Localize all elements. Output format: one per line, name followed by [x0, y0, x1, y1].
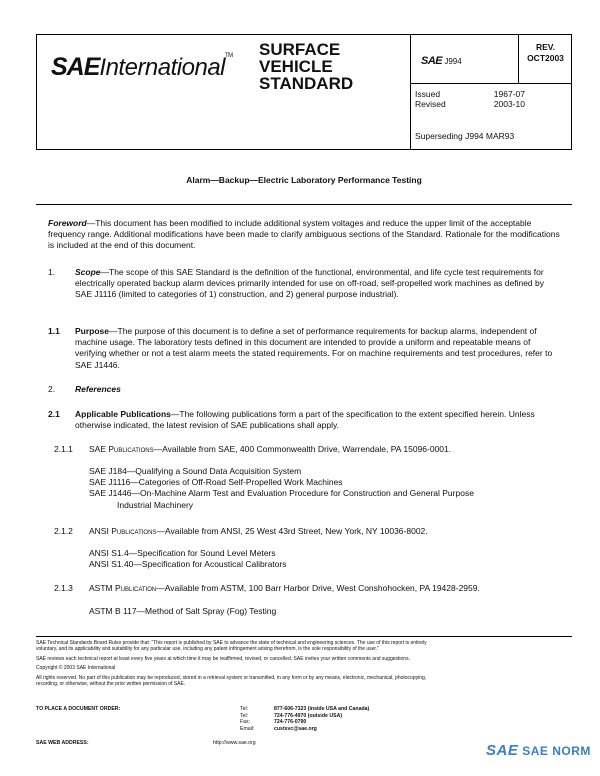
section-number: 2. [48, 384, 56, 394]
purpose-paragraph [75, 326, 562, 371]
ansi-publications-source: —Available from ANSI, 25 West 43rd Street, New York, NY 10036-8002. [156, 526, 428, 536]
revised-value: 2003-10 [493, 99, 525, 109]
rights-text: All rights reserved. No part of this publication may be reproduced, stored in a retrieval system or transmitted, in any form or by any means, electronic, mechanical, photocopying, [36, 674, 427, 681]
header-divider [410, 83, 572, 84]
rules-text: SAE Technical Standards Board Rules provide that: “This report is published by SAE to advance the state of technical and engineering sciences. The use of this report is entirely [36, 640, 427, 646]
sae-publications-list [89, 466, 564, 511]
rev-value: OCT2003 [527, 53, 564, 63]
superseding-note: Superseding J994 MAR93 [415, 131, 515, 141]
section-number: 1.1 [48, 326, 60, 336]
astm-publications-list [89, 606, 564, 617]
copyright-text: Copyright © 2003 SAE International [36, 665, 116, 672]
reference-item: ANSI S1.40—Specification for Acoustical Calibrators [89, 559, 287, 570]
contact-label: Email: [240, 725, 255, 732]
applicable-publications-text: —The following publications form a part of the specification to the extent specified herein. Unless otherwise indicated, the latest revision of SAE publications shall apply. [75, 409, 535, 431]
rev-label: REV. [535, 42, 556, 52]
astm-publication-line [89, 583, 564, 594]
contact-value: 877-606-7323 (inside USA and Canada) [274, 706, 370, 712]
header-divider [410, 35, 411, 150]
reference-item: ASTM B 117—Method of Salt Spray (Fog) Testing [89, 606, 277, 616]
sae-norm-text: SAE NORM [522, 744, 591, 758]
reference-item: SAE J1446—On-Machine Alarm Test and Evaluation Procedure for Construction and General Purpose [89, 488, 474, 499]
purpose-text: —The purpose of this document is to define a set of performance requirements for backup alarms, independent of machine usage. The laboratory tests defined in this document are intended to provide a uniform and repeatable means of verifying whether or not a test alarm meets the stated requirements. For on machine requirements and test procedures, refer to SAE J1446. [75, 326, 553, 370]
doc-prefix: SAE [421, 55, 443, 67]
document-title: Alarm—Backup—Electric Laboratory Performance Testing [186, 175, 422, 185]
standard-type-line: VEHICLE [259, 57, 333, 76]
issued-label: Issued [415, 89, 441, 99]
standard-type-title [259, 41, 353, 92]
section-number: 2.1 [48, 409, 60, 419]
contact-value: 724-776-4970 (outside USA) [274, 712, 343, 719]
reference-item: SAE J184—Qualifying a Sound Data Acquisition System [89, 466, 302, 476]
rights-text: recording, or otherwise, without the prior written permission of SAE. [36, 681, 186, 688]
logo-sae-text: SAE [51, 53, 100, 81]
logo-tm: TM [225, 53, 233, 59]
web-label: SAE WEB ADDRESS: [36, 740, 89, 746]
ansi-publications-list [89, 548, 564, 570]
ansi-publications-head: ANSI Publications [89, 526, 157, 536]
issued-value: 1967-07 [493, 89, 525, 99]
astm-publication-source: —Available from ASTM, 100 Barr Harbor Drive, West Conshohocken, PA 19428-2959. [156, 583, 480, 593]
web-address-link[interactable]: http://www.sae.org [213, 740, 256, 746]
references-heading: References [75, 384, 121, 394]
title-rule [36, 204, 572, 205]
reference-item-continuation: Industrial Machinery [117, 499, 194, 510]
header-frame [36, 34, 572, 150]
contact-label: Fax: [240, 719, 251, 726]
revision-box [518, 42, 573, 64]
contact-value: 724-776-0790 [274, 719, 307, 726]
contact-label: Tel: [240, 712, 249, 719]
section-number: 1. [48, 267, 56, 277]
contact-list [240, 706, 369, 732]
foreword-label: Foreword [48, 218, 87, 228]
ansi-publications-line [89, 526, 564, 537]
scope-paragraph [75, 267, 562, 301]
sae-international-logo [51, 53, 233, 82]
contact-value: custsvc@sae.org [274, 725, 317, 732]
section-number: 2.1.2 [54, 526, 73, 536]
section-number: 2.1.1 [54, 444, 73, 454]
sae-publications-head: SAE Publications [89, 444, 154, 454]
contact-label: Tel: [240, 706, 249, 712]
reference-item: SAE J1116—Categories of Off-Road Self-Propelled Work Machines [89, 477, 343, 488]
document-number [421, 55, 462, 67]
sae-brand-mark: SAE [486, 742, 519, 759]
applicable-publications-label: Applicable Publications [75, 409, 171, 419]
footer-rule [36, 636, 572, 637]
foreword-paragraph [48, 218, 562, 252]
foreword-text: —This document has been modified to include additional system voltages and reduce the upper limit of the acceptable frequency range. Additional modifications have been made to clarify ambiguous sections of the Standard. Rationale for the modifications is included at the end of this document. [48, 218, 560, 251]
standard-type-line: STANDARD [259, 74, 354, 93]
doc-number-value: J994 [444, 57, 462, 66]
scope-label: Scope [75, 267, 101, 277]
order-label: TO PLACE A DOCUMENT ORDER: [36, 706, 121, 712]
sae-norm-brand [486, 742, 591, 759]
purpose-label: Purpose [75, 326, 110, 336]
review-text: SAE reviews each technical report at least every five years at which time it may be reaffirmed, revised, or cancelled. SAE invites your written comments and suggestions. [36, 655, 410, 662]
sae-publications-source: —Available from SAE, 400 Commonwealth Drive, Warrendale, PA 15096-0001. [153, 444, 452, 454]
sae-publications-line [89, 444, 564, 455]
applicable-publications-paragraph [75, 409, 562, 431]
scope-text: —The scope of this SAE Standard is the definition of the functional, environmental, and life cycle test requirements for electrically operated backup alarm devices primarily intended for use on off-road, self-propelled work machines as defined by SAE J1116 (limited to categories of 1) construction, and 2) general purpose industrial). [75, 267, 545, 300]
revised-label: Revised [415, 99, 446, 109]
standard-type-line: SURFACE [259, 40, 341, 59]
section-number: 2.1.3 [54, 583, 73, 593]
astm-publication-head: ASTM Publication [89, 583, 157, 593]
reference-item: ANSI S1.4—Specification for Sound Level Meters [89, 548, 276, 558]
issue-dates [415, 89, 525, 109]
footer-notices [36, 640, 572, 687]
rules-text: voluntary, and its applicability and suitability for any particular use, including any patent infringement arising therefrom, is the sole responsibility of the user.” [36, 646, 379, 653]
logo-word-text: International [99, 54, 225, 81]
